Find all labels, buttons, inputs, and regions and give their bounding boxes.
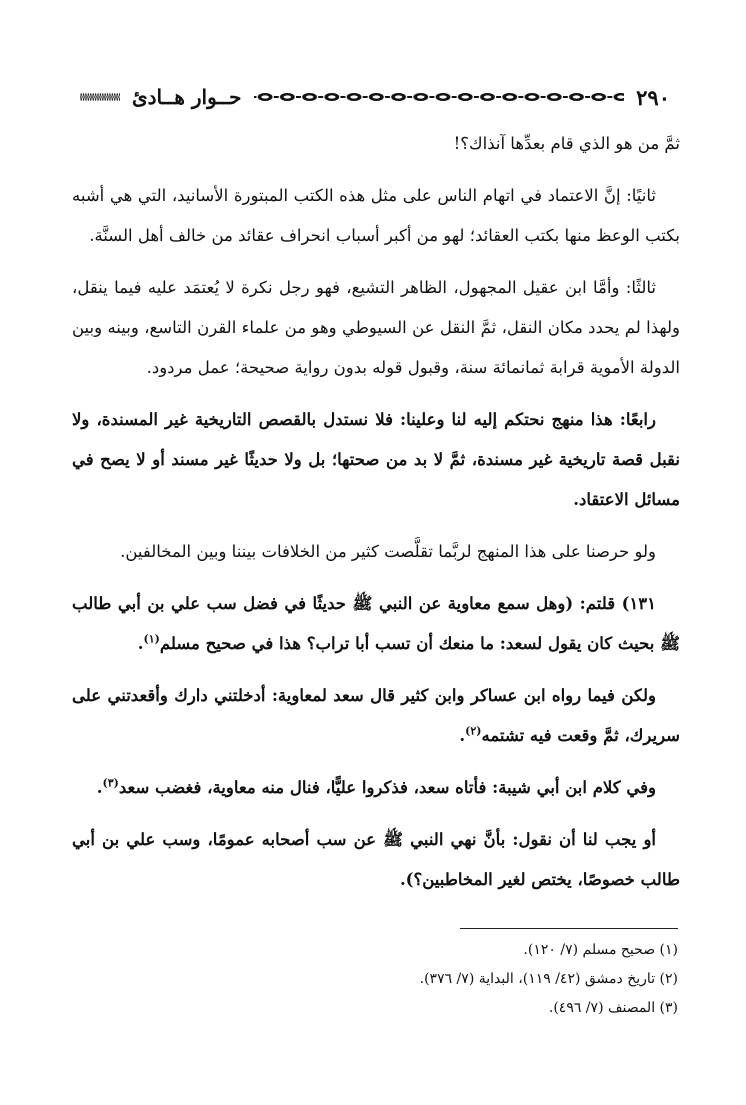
main-text [72, 124, 680, 912]
ornament-band [254, 88, 625, 106]
paragraph: ولو حرصنا على هذا المنهج لربَّما تقلَّصت كثير من الخلافات بيننا وبين المخالفين. [120, 542, 656, 561]
footnote-ref: (١) [143, 632, 160, 646]
ornament-band [80, 88, 120, 106]
paragraph: ثانيًا: إنَّ الاعتماد في اتهام الناس على مثل هذه الكتب المبتورة الأسانيد، التي هي أشبه بكتب الوعظ منها بكتب العقائد؛ لهو من أكبر أسباب انحراف عقائد من خالف أهل السنَّة. [72, 186, 680, 245]
running-title: حــوار هــادئ [132, 85, 242, 109]
paragraph: رابعًا: هذا منهج نحتكم إليه لنا وعلينا: فلا نستدل بالقصص التاريخية غير المسندة، ولا نقبل قصة تاريخية غير مسندة، ثمَّ لا بد من صحتها؛ بل ولا حديثًا غير مسند أو لا يصح في مسائل الاعتقاد. [72, 410, 680, 509]
paragraph: ثالثًا: وأمَّا ابن عقيل المجهول، الظاهر التشيع، فهو رجل نكرة لا يُعتمَد عليه فيما ينقل، ولهذا لم يحدد مكان النقل، ثمَّ النقل عن السيوطي وهو من علماء القرن التاسع، وبينه وبين الدولة الأموية قرابة ثمانمائة سنة، وقبول قوله بدون رواية صحيحة؛ عمل مردود. [72, 278, 680, 377]
paragraph: ثمَّ من هو الذي قام بعدِّها آنذاك؟! [453, 134, 680, 153]
paragraph: أو يجب لنا أن نقول: بأنَّ نهي النبي ﷺ عن سب أصحابه عمومًا، وسب علي بن أبي طالب خصوصًا، يختص لغير المخاطبين؟). [72, 830, 680, 889]
footnote: (١) صحيح مسلم (٧/ ١٢٠). [523, 942, 678, 958]
page-number: ٢٩٠ [636, 84, 670, 110]
footnote-ref: (٣) [102, 776, 119, 790]
page-header [80, 82, 670, 112]
paragraph: ١٣١) قلتم: (وهل سمع معاوية عن النبي ﷺ حديثًا في فضل سب علي بن أبي طالب ﷺ بحيث كان يقول لسعد: ما منعك أن تسب أبا تراب؟ هذا في صحيح مسلم$^{(١)}$. [72, 594, 680, 653]
footnote: (٣) المصنف (٧/ ٤٩٦). [548, 1000, 678, 1016]
footnotes [80, 936, 678, 1023]
footnote: (٢) تاريخ دمشق (٤٢/ ١١٩)، البداية (٧/ ٣٧٦). [419, 971, 678, 987]
paragraph: وفي كلام ابن أبي شيبة: فأتاه سعد، فذكروا عليًّا، فنال منه معاوية، فغضب سعد$^{(٣)}$. [96, 776, 656, 797]
footnote-separator [460, 928, 678, 929]
paragraph: ولكن فيما رواه ابن عساكر وابن كثير قال سعد لمعاوية: أدخلتني دارك وأقعدتني على سريرك، ثمَّ وقعت فيه تشتمه$^{(٢)}$. [72, 686, 680, 745]
footnote-ref: (٢) [465, 724, 482, 738]
